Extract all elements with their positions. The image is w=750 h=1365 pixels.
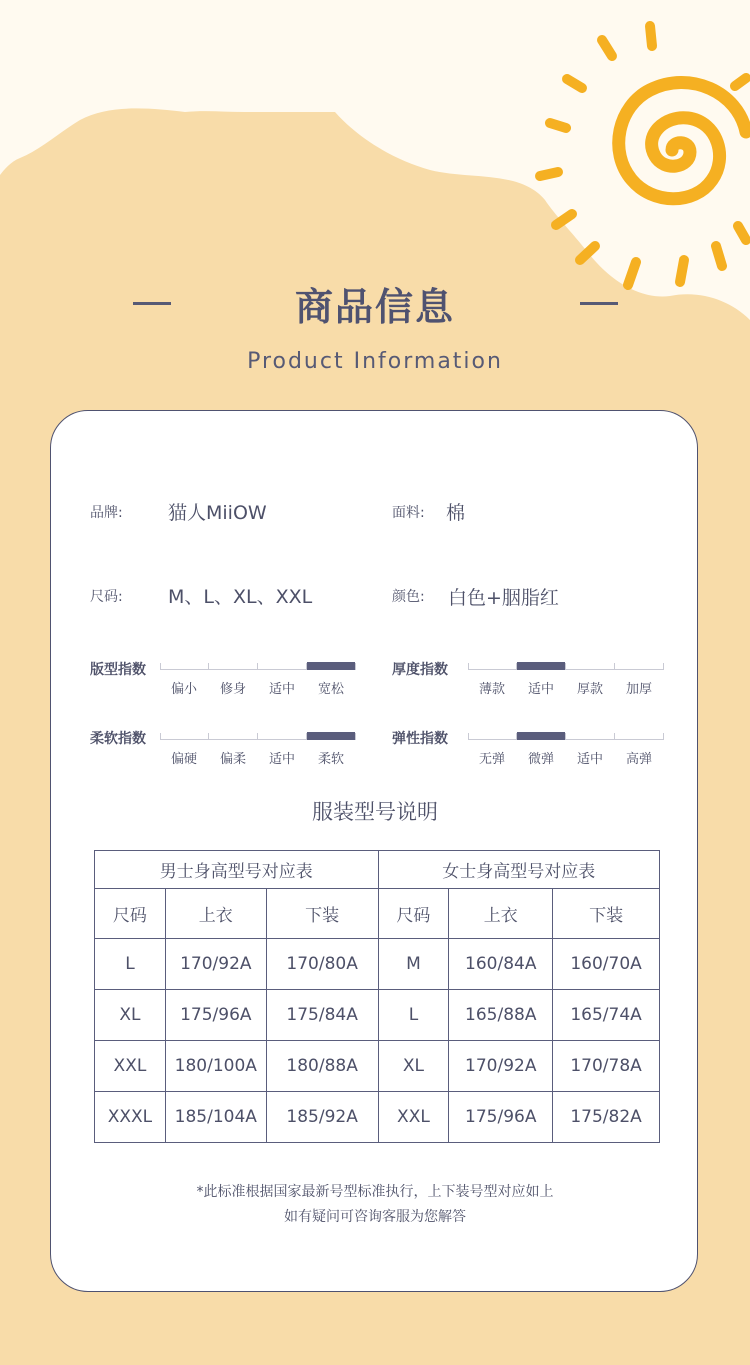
table-row [95,1092,660,1143]
women-size-cell: L [378,990,449,1041]
women-table-title: 女士身高型号对应表 [378,851,659,889]
scale-segment [468,732,516,740]
men-size-cell: XL [95,990,166,1041]
scale-segment [517,732,565,740]
scale-segment [615,732,663,740]
table-row [95,939,660,990]
scale-option-label: 高弹 [625,752,652,767]
men-top-cell: 185/104A [165,1092,266,1143]
men-bottom-cell: 180/88A [266,1041,378,1092]
scale-option-label: 厚款 [576,682,603,697]
men-size-cell: L [95,939,166,990]
scale-option-label: 加厚 [625,682,652,697]
softness-index-scale [160,732,356,772]
scale-option-label: 薄款 [478,682,505,697]
scale-segment [307,732,355,740]
scale-tick [208,733,209,740]
men-top-cell: 175/96A [165,990,266,1041]
scale-tick [516,733,517,740]
scale-tick [565,733,566,740]
scale-option-label: 偏柔 [219,752,246,767]
scale-tick [306,733,307,740]
scale-segment [258,662,306,670]
men-size-cell: XXL [95,1041,166,1092]
size-note-line-1: *此标准根据国家最新号型标准执行，上下装号型对应如上 [196,1184,554,1200]
scale-option-label: 适中 [527,682,554,697]
scale-tick [257,663,258,670]
scale-option-label: 偏硬 [170,752,197,767]
scale-segment [258,732,306,740]
scale-segment [209,662,257,670]
elasticity-index-scale [468,732,664,772]
women-size-cell: XL [378,1041,449,1092]
col-header-top: 上衣 [165,889,266,939]
thickness-index-label: 厚度指数 [392,662,448,678]
men-table-title: 男士身高型号对应表 [95,851,379,889]
scale-tick [257,733,258,740]
women-bottom-cell: 170/78A [553,1041,660,1092]
scale-segment [160,732,208,740]
scale-tick [565,663,566,670]
scale-segment [307,662,355,670]
softness-index-label: 柔软指数 [90,731,146,747]
brand-value: 猫人MiiOW [168,502,267,524]
color-label: 颜色: [392,589,425,605]
col-header-top: 上衣 [449,889,553,939]
scale-tick [663,663,664,670]
women-top-cell: 160/84A [449,939,553,990]
fit-index-scale [160,662,356,702]
men-bottom-cell: 170/80A [266,939,378,990]
scale-segment [160,662,208,670]
scale-option-label: 修身 [219,682,246,697]
scale-tick [160,733,161,740]
women-top-cell: 175/96A [449,1092,553,1143]
scale-tick [663,733,664,740]
color-value: 白色+胭脂红 [448,587,559,609]
scale-tick [614,663,615,670]
women-bottom-cell: 165/74A [553,990,660,1041]
fabric-label: 面料: [392,505,425,521]
scale-option-label: 偏小 [170,682,197,697]
women-bottom-cell: 160/70A [553,939,660,990]
page-subtitle: Product Information [247,349,503,374]
scale-segment [566,662,614,670]
col-header-bottom: 下装 [266,889,378,939]
men-top-cell: 180/100A [165,1041,266,1092]
men-bottom-cell: 175/84A [266,990,378,1041]
scale-segment [209,732,257,740]
fabric-value: 棉 [446,502,466,524]
size-section-title: 服装型号说明 [312,800,438,824]
thickness-index-scale [468,662,664,702]
scale-tick [355,663,356,670]
scale-option-label: 宽松 [317,682,344,697]
size-label: 尺码: [90,589,123,605]
scale-option-label: 无弹 [478,752,505,767]
fit-index-label: 版型指数 [90,662,146,678]
scale-tick [355,733,356,740]
scale-tick [160,663,161,670]
scale-segment [615,662,663,670]
scale-tick [516,663,517,670]
men-top-cell: 170/92A [165,939,266,990]
women-top-cell: 165/88A [449,990,553,1041]
scale-option-label: 柔软 [317,752,344,767]
product-info-card [50,410,698,1292]
page-title: 商品信息 [294,285,455,329]
women-size-cell: XXL [378,1092,449,1143]
scale-tick [306,663,307,670]
scale-tick [614,733,615,740]
scale-tick [208,663,209,670]
table-row [95,1041,660,1092]
women-bottom-cell: 175/82A [553,1092,660,1143]
scale-segment [566,732,614,740]
size-value: M、L、XL、XXL [168,586,313,608]
size-chart-table [94,850,660,1143]
scale-tick [468,733,469,740]
elasticity-index-label: 弹性指数 [392,731,448,747]
brand-label: 品牌: [90,505,123,521]
scale-option-label: 适中 [268,752,295,767]
col-header-size: 尺码 [378,889,449,939]
women-top-cell: 170/92A [449,1041,553,1092]
scale-option-label: 微弹 [527,752,554,767]
scale-tick [468,663,469,670]
col-header-size: 尺码 [95,889,166,939]
women-size-cell: M [378,939,449,990]
men-bottom-cell: 185/92A [266,1092,378,1143]
table-row [95,990,660,1041]
col-header-bottom: 下装 [553,889,660,939]
men-size-cell: XXXL [95,1092,166,1143]
scale-option-label: 适中 [576,752,603,767]
size-note-line-2: 如有疑问可咨询客服为您解答 [284,1209,466,1225]
scale-segment [517,662,565,670]
scale-option-label: 适中 [268,682,295,697]
scale-segment [468,662,516,670]
